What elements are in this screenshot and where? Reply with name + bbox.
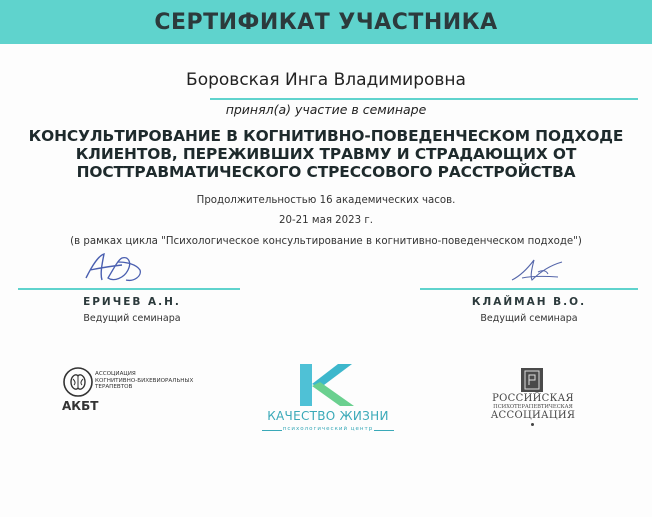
rpa-name-line: ПСИХОТЕРАПЕВТИЧЕСКАЯ (493, 404, 573, 410)
rpa-name (488, 394, 578, 421)
seminar-title-line: ПОСТТРАВМАТИЧЕСКОГО СТРЕССОВОГО РАССТРОЙСТВА (76, 163, 576, 181)
signer-role-right: Ведущий семинара (480, 313, 578, 324)
header-band (0, 0, 652, 44)
dates-text: 20-21 мая 2023 г. (279, 215, 373, 226)
signer-name-left: ЕРИЧЕВ А.Н. (83, 296, 181, 308)
akbt-name-line: АССОЦИАЦИЯ (95, 371, 136, 377)
kachestvo-divider-left (262, 430, 282, 431)
signature-line-left (18, 288, 240, 290)
signature-erichev (78, 248, 148, 288)
akbt-abbreviation: АКБТ (62, 399, 99, 413)
name-underline (210, 98, 638, 100)
kachestvo-divider-right (374, 430, 394, 431)
seminar-title (12, 127, 640, 181)
kachestvo-zhizni-subtitle: психологический центр (282, 426, 374, 432)
akbt-name-line: ТЕРАПЕВТОВ (95, 384, 133, 391)
rpa-logo-icon (520, 367, 544, 393)
signature-line-right (420, 288, 638, 290)
signer-name-right: КЛАЙМАН В.О. (471, 296, 587, 308)
seminar-title-line: КОНСУЛЬТИРОВАНИЕ В КОГНИТИВНО-ПОВЕДЕНЧЕСКОМ ПОДХОДЕ (28, 127, 624, 145)
signer-role-left: Ведущий семинара (83, 313, 181, 324)
seminar-title-line: КЛИЕНТОВ, ПЕРЕЖИВШИХ ТРАВМУ И СТРАДАЮЩИХ ОТ (75, 145, 577, 163)
kachestvo-zhizni-title: КАЧЕСТВО ЖИЗНИ (267, 409, 389, 423)
akbt-logo-icon (62, 366, 94, 398)
participant-name: Боровская Инга Владимировна (186, 70, 466, 90)
certificate-title: СЕРТИФИКАТ УЧАСТНИКА (154, 9, 498, 35)
cycle-text: (в рамках цикла "Психологическое консультирование в когнитивно-поведенческом подходе") (70, 236, 582, 247)
akbt-name (95, 371, 193, 391)
rpa-name-line: РОССИЙСКАЯ (492, 393, 574, 404)
participation-statement: принял(а) участие в семинаре (225, 102, 427, 117)
akbt-name-line: КОГНИТИВНО-БИХЕВИОРАЛЬНЫХ (95, 377, 194, 384)
kachestvo-zhizni-logo-icon (298, 362, 362, 408)
signature-klayman (508, 254, 568, 286)
duration-text: Продолжительностью 16 академических часов. (196, 195, 456, 206)
rpa-name-line: АССОЦИАЦИЯ (490, 410, 576, 421)
rpa-dot (531, 423, 534, 426)
